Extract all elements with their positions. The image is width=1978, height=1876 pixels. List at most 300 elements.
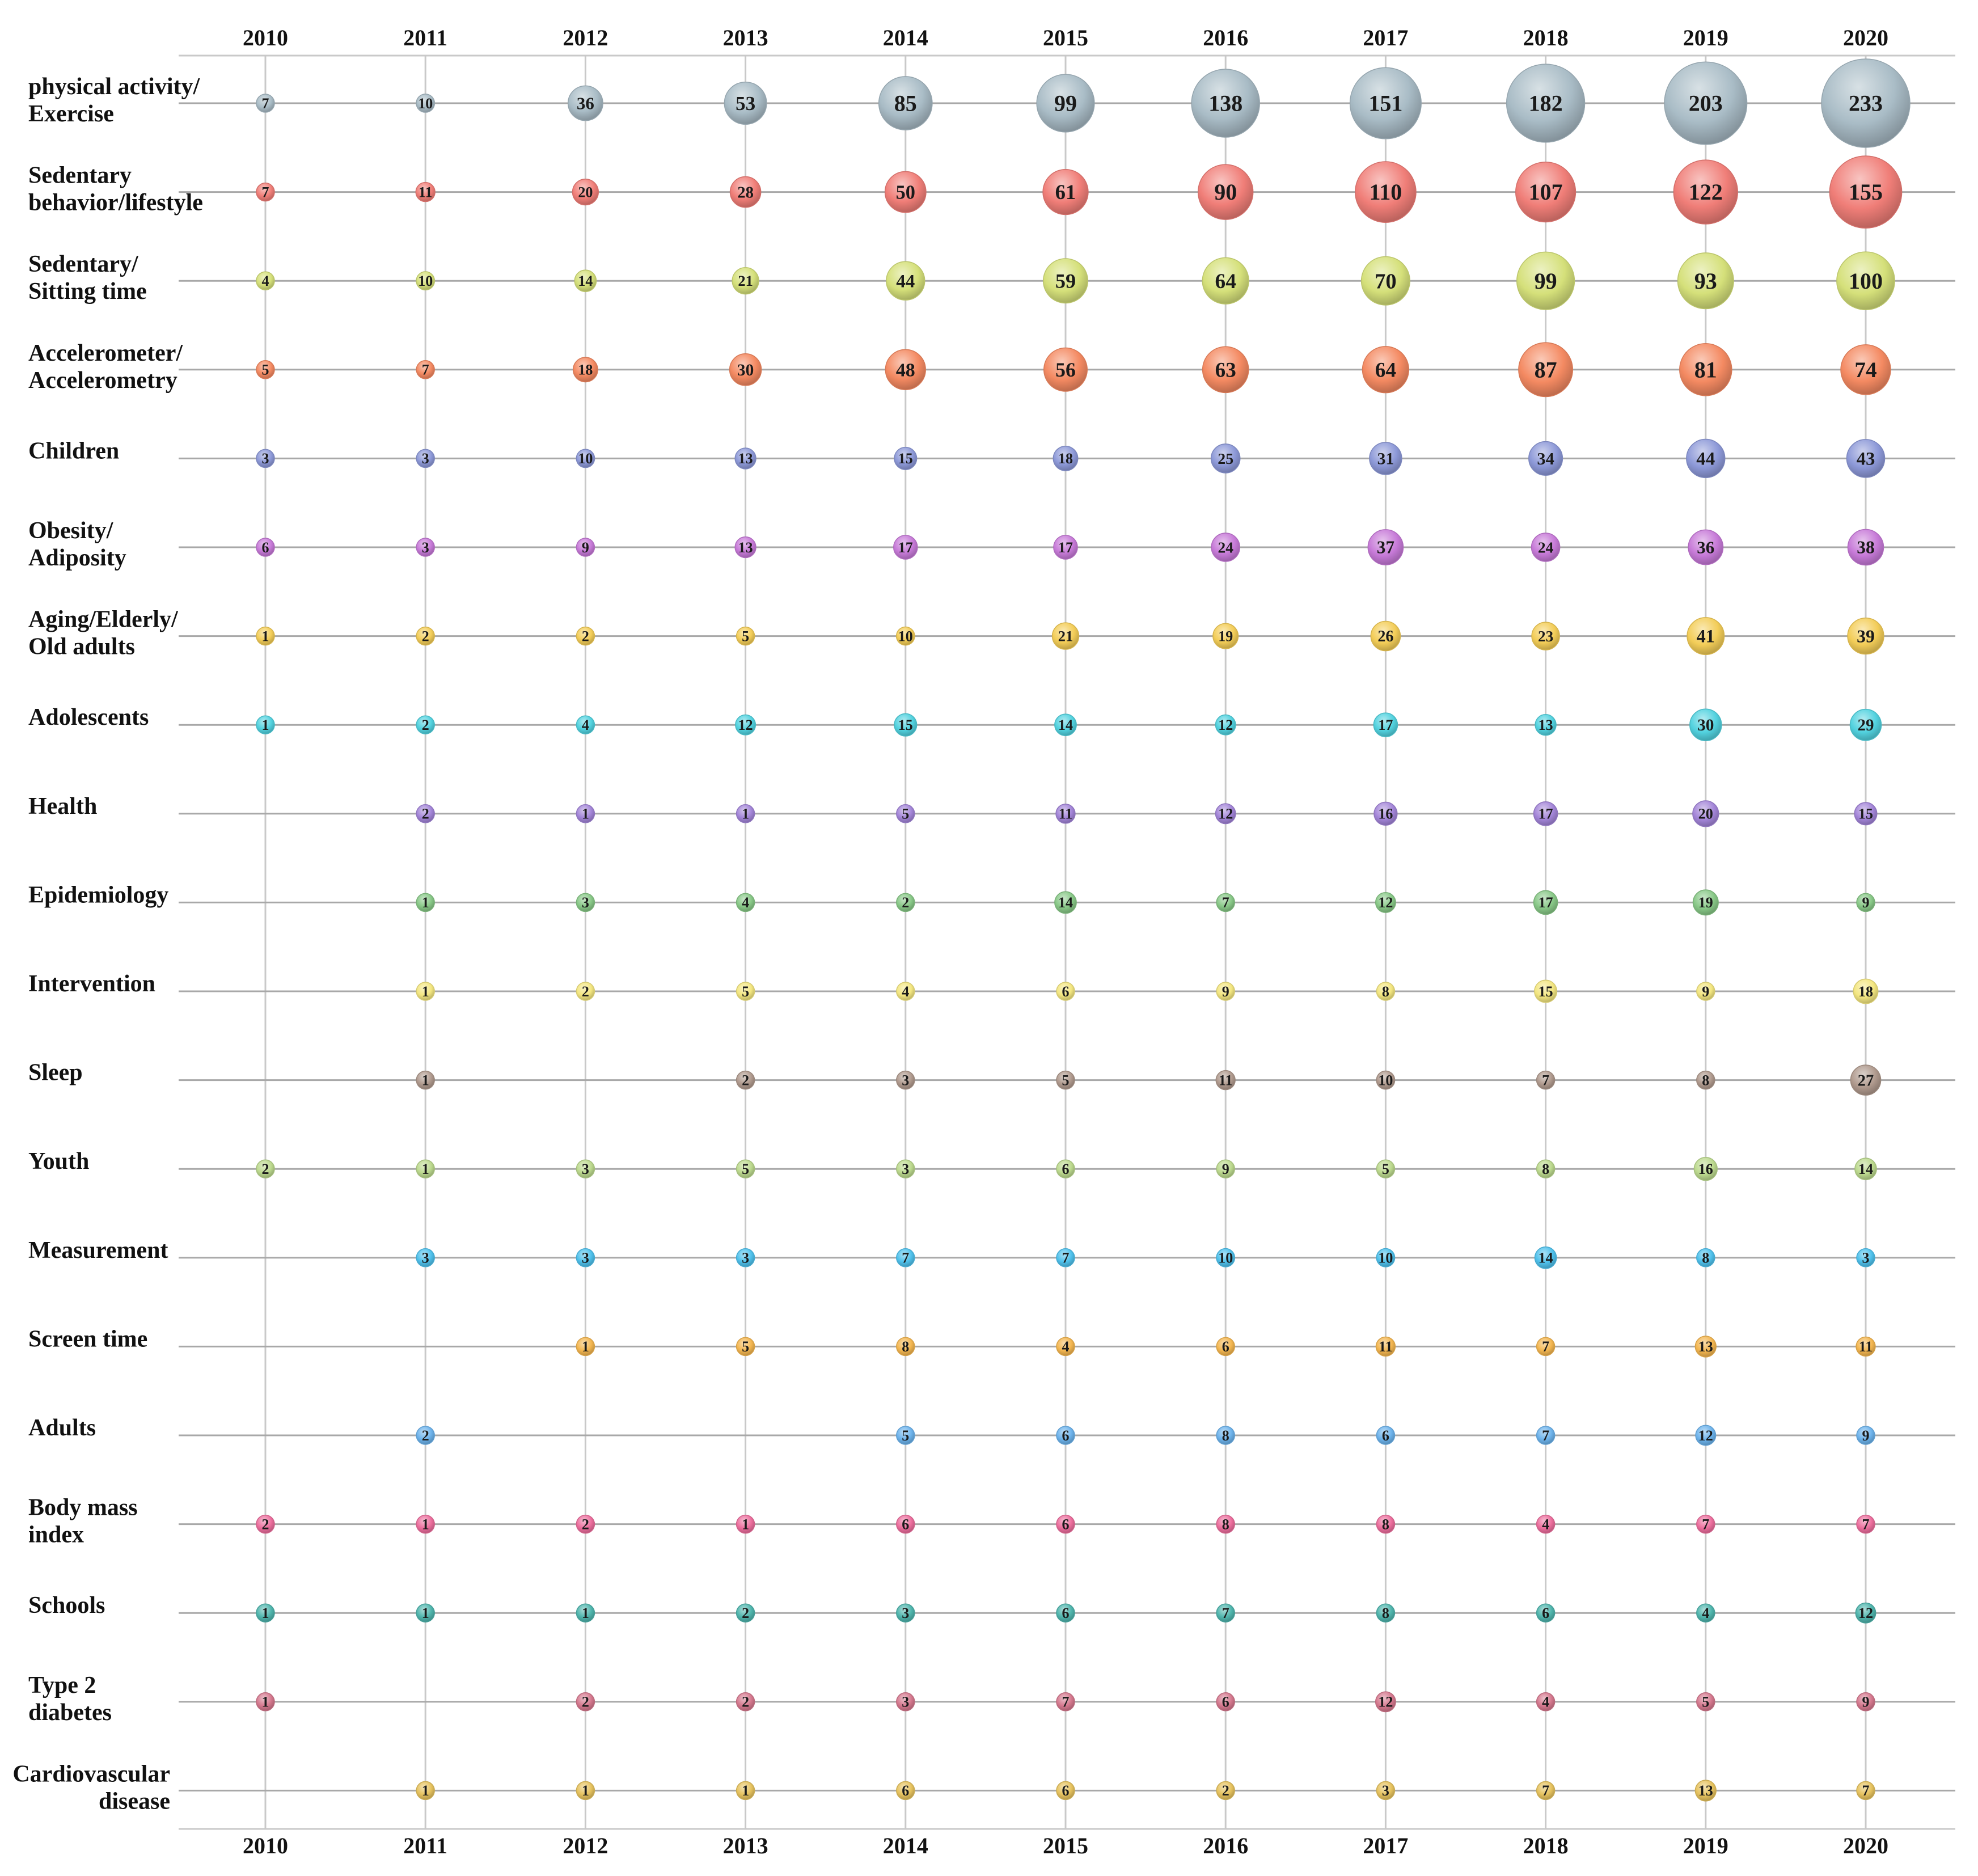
bubble-value-label: 5	[742, 628, 750, 645]
bubble	[576, 1693, 594, 1711]
row-label-line: Sleep	[28, 1059, 83, 1086]
bubble	[416, 1249, 434, 1267]
bubble	[894, 447, 917, 470]
bubble-value-label: 11	[1058, 805, 1073, 822]
bubble	[730, 177, 761, 208]
row-label	[28, 1495, 138, 1548]
bubble-value-label: 5	[742, 1338, 750, 1355]
bubble	[1376, 1160, 1394, 1178]
bubble	[1373, 713, 1397, 737]
bubble	[576, 538, 594, 556]
bubble	[576, 1604, 594, 1622]
bubble	[256, 538, 274, 556]
bubble-value-label: 8	[902, 1338, 910, 1355]
bubble	[897, 805, 915, 823]
bubble	[737, 1693, 755, 1711]
bubble-value-label: 3	[421, 1249, 429, 1266]
bubble	[1043, 259, 1088, 303]
bubble-value-label: 2	[742, 1605, 750, 1622]
bubble	[416, 1426, 434, 1444]
bubble-value-label: 15	[898, 450, 913, 467]
bubble-value-label: 50	[895, 181, 915, 204]
bubble-value-label: 43	[1856, 449, 1875, 470]
bubble-value-label: 21	[738, 272, 753, 290]
bubble-value-label: 2	[421, 1427, 429, 1444]
bubble-value-label: 7	[1542, 1338, 1550, 1355]
bubble-value-label: 14	[1538, 1249, 1553, 1266]
bubble	[416, 1781, 434, 1799]
bottom-year-tick-label: 2017	[1363, 1833, 1409, 1858]
bubble-value-label: 3	[902, 1693, 910, 1710]
bubble-value-label: 17	[898, 539, 913, 556]
bubble-value-label: 1	[581, 1605, 589, 1622]
bubble-value-label: 24	[1218, 538, 1233, 556]
bubble-value-label: 2	[261, 1516, 269, 1533]
bubble-value-label: 64	[1215, 269, 1236, 293]
bubble-value-label: 81	[1694, 357, 1717, 383]
bubble	[1537, 1515, 1555, 1533]
bubble	[897, 1781, 915, 1799]
bubble	[1363, 347, 1409, 393]
bubble-value-label: 13	[1698, 1338, 1713, 1355]
bubble-value-label: 64	[1375, 358, 1397, 382]
bubble	[1216, 1426, 1235, 1444]
bubble-value-label: 2	[421, 628, 429, 645]
bubble-value-label: 56	[1055, 358, 1076, 381]
bubble	[1056, 1249, 1075, 1267]
bubble	[1216, 1160, 1235, 1178]
bubble	[1056, 1781, 1075, 1799]
bubble	[1056, 1337, 1075, 1355]
bubble-value-label: 2	[581, 1516, 589, 1533]
bubble-value-label: 203	[1688, 90, 1723, 116]
bubble-value-label: 7	[261, 184, 269, 201]
bubble-value-label: 38	[1857, 537, 1875, 557]
bubble-value-label: 24	[1537, 538, 1554, 556]
bubble-value-label: 8	[1381, 1605, 1389, 1622]
bubble	[1371, 622, 1400, 651]
bubble	[1696, 1425, 1715, 1445]
bubble-value-label: 1	[421, 1072, 429, 1089]
bubble-value-label: 3	[421, 539, 429, 556]
bubble	[1517, 252, 1575, 310]
bubble	[256, 627, 274, 645]
bottom-year-tick-label: 2019	[1683, 1833, 1728, 1858]
bubble	[1856, 1603, 1875, 1623]
bubble-value-label: 12	[1218, 717, 1233, 734]
bubble	[1056, 804, 1075, 823]
bubble	[1535, 715, 1556, 736]
bubble	[1216, 982, 1235, 1000]
bubble	[576, 1515, 594, 1533]
bubble	[1697, 1604, 1715, 1622]
bubble	[1854, 802, 1877, 825]
bubble	[1368, 530, 1403, 565]
bubble	[1856, 1337, 1875, 1356]
bubble-value-label: 44	[1696, 449, 1715, 470]
row-label	[28, 882, 168, 908]
bubble	[574, 270, 596, 291]
bubble	[732, 268, 759, 294]
bubble-value-label: 17	[1058, 539, 1073, 556]
bubble-value-label: 90	[1214, 179, 1237, 205]
bubble	[1370, 442, 1402, 475]
bubble-value-label: 151	[1368, 90, 1403, 116]
bubble	[1529, 442, 1563, 476]
top-year-tick-label: 2018	[1523, 25, 1569, 50]
row-label	[28, 438, 119, 464]
bubble	[737, 1604, 755, 1622]
row-label-line: Cardiovascular	[12, 1761, 170, 1788]
bubble-value-label: 12	[1698, 1427, 1713, 1444]
bubble	[1376, 893, 1396, 912]
bubble-value-label: 9	[1862, 1427, 1870, 1444]
bubble	[897, 1426, 915, 1444]
bubble-value-label: 15	[1858, 805, 1873, 822]
row-label-line: Screen time	[28, 1326, 148, 1353]
bubble-value-label: 3	[421, 450, 429, 467]
bubble-value-label: 30	[1697, 716, 1714, 735]
bubble	[1693, 890, 1719, 915]
row-label	[28, 971, 155, 997]
bubble	[1846, 440, 1884, 478]
bubble	[1537, 1781, 1555, 1799]
bubble-value-label: 182	[1528, 90, 1563, 116]
bubble-value-label: 39	[1857, 626, 1875, 647]
bubble	[416, 449, 434, 467]
bubble-value-label: 110	[1369, 179, 1402, 205]
bubble-value-label: 13	[738, 539, 753, 556]
bubble	[1216, 1781, 1235, 1799]
bubble	[1837, 252, 1895, 310]
bottom-year-tick-label: 2011	[403, 1833, 448, 1858]
bottom-year-tick-label: 2014	[882, 1833, 928, 1858]
top-year-tick-label: 2010	[243, 25, 288, 50]
bubble-value-label: 6	[1062, 1782, 1070, 1799]
bubble-value-label: 26	[1377, 628, 1394, 646]
bubble	[1216, 1337, 1235, 1355]
bubble-value-label: 53	[736, 92, 756, 115]
bubble-value-label: 6	[902, 1516, 910, 1533]
bubble	[1215, 804, 1235, 823]
bubble	[1697, 1693, 1715, 1711]
bubble	[568, 86, 603, 120]
bubble	[737, 1515, 755, 1533]
row-label-line: Accelerometer/	[28, 340, 183, 366]
bubble	[1198, 164, 1253, 219]
bottom-year-tick-label: 2016	[1203, 1833, 1249, 1858]
bubble	[256, 1160, 274, 1178]
bubble	[1697, 982, 1715, 1000]
bubble	[1857, 1249, 1875, 1267]
bubble	[1056, 1604, 1075, 1622]
bubble	[1680, 344, 1732, 396]
bubble	[256, 716, 274, 734]
bubble-value-label: 2	[421, 717, 429, 734]
bubble	[256, 449, 274, 467]
bubble	[1216, 1071, 1235, 1090]
bubble	[1355, 162, 1416, 222]
bubble-value-label: 5	[1381, 1161, 1389, 1178]
bubble-value-label: 20	[1698, 805, 1713, 822]
bubble-value-label: 3	[581, 894, 589, 911]
row-label-line: Sedentary/	[28, 251, 138, 278]
bubble	[736, 715, 755, 734]
bubble	[1350, 67, 1422, 139]
bubble-value-label: 233	[1849, 90, 1883, 116]
row-label-line: Measurement	[28, 1237, 168, 1264]
bubble	[576, 1249, 594, 1267]
bubble-value-label: 2	[261, 1161, 269, 1178]
bubble	[724, 82, 766, 124]
bubble-value-label: 4	[1702, 1605, 1710, 1622]
bubble-value-label: 1	[421, 1605, 429, 1622]
bubble	[576, 893, 594, 911]
bubble-value-label: 20	[578, 184, 593, 201]
bubble	[576, 716, 594, 734]
bubble-value-label: 8	[1222, 1516, 1229, 1533]
bubble-value-label: 17	[1538, 805, 1553, 822]
bubble	[416, 1604, 434, 1622]
row-label	[28, 704, 149, 730]
bubble	[1535, 1247, 1556, 1269]
bubble	[1376, 1249, 1394, 1267]
bubble	[1216, 1693, 1235, 1711]
top-year-tick-label: 2016	[1203, 25, 1249, 50]
bubble-value-label: 41	[1696, 626, 1715, 647]
bubble-value-label: 5	[902, 1427, 910, 1444]
bubble-layer	[256, 59, 1910, 1801]
bubble	[1216, 1604, 1235, 1622]
bubble	[1694, 1157, 1717, 1181]
top-year-tick-label: 2011	[403, 25, 448, 50]
bubble	[1056, 1426, 1075, 1444]
bubble-value-label: 11	[418, 184, 433, 201]
bubble-value-label: 1	[261, 628, 269, 645]
bubble-value-label: 7	[1862, 1782, 1870, 1799]
bubble	[1537, 1693, 1555, 1711]
bubble	[1853, 979, 1878, 1003]
bubble	[1053, 446, 1077, 471]
bubble	[1056, 1071, 1075, 1089]
bubble	[737, 1337, 755, 1355]
bubble-value-label: 37	[1376, 537, 1395, 557]
bubble-value-label: 10	[578, 450, 593, 467]
bubble-value-label: 1	[261, 717, 269, 734]
bubble	[573, 357, 598, 382]
bubble	[256, 361, 274, 379]
bubble-value-label: 99	[1054, 90, 1077, 116]
row-label-line: Body mass	[28, 1494, 138, 1521]
bubble-value-label: 12	[1378, 1693, 1393, 1710]
bottom-year-tick-label: 2015	[1043, 1833, 1088, 1858]
bubble-value-label: 6	[1381, 1427, 1389, 1444]
bubble	[1697, 1515, 1715, 1533]
bubble-value-label: 6	[1062, 1427, 1070, 1444]
bubble-value-label: 70	[1375, 269, 1397, 294]
bubble	[1690, 709, 1722, 741]
bubble	[1537, 1160, 1555, 1178]
bubble-value-label: 1	[581, 805, 589, 822]
bubble	[1191, 69, 1260, 137]
bubble	[1202, 257, 1249, 304]
bubble-value-label: 13	[1538, 717, 1553, 734]
bubble	[1362, 256, 1410, 305]
bubble	[576, 982, 594, 1000]
bottom-year-tick-label: 2012	[563, 1833, 608, 1858]
row-label-line: Sedentary	[28, 162, 132, 189]
bubble-value-label: 21	[1058, 627, 1073, 645]
bubble	[886, 261, 925, 300]
bubble	[1664, 62, 1747, 145]
bubble	[897, 1693, 915, 1711]
bubble-value-label: 3	[581, 1249, 589, 1266]
row-label	[28, 607, 179, 660]
bubble-value-label: 25	[1218, 450, 1234, 468]
bubble-value-label: 12	[1218, 805, 1233, 822]
bubble-value-label: 11	[1379, 1338, 1393, 1355]
bubble-value-label: 4	[261, 273, 269, 290]
bubble-value-label: 74	[1854, 358, 1877, 383]
row-label-line: behavior/lifestyle	[28, 189, 203, 216]
bubble-value-label: 18	[1058, 450, 1073, 467]
bubble-value-label: 28	[737, 183, 754, 202]
bubble	[897, 1071, 915, 1089]
bubble-value-label: 107	[1528, 179, 1563, 205]
bubble	[897, 1515, 915, 1533]
bubble-value-label: 1	[581, 1338, 589, 1355]
bubble	[256, 272, 274, 290]
bubble	[885, 171, 926, 212]
bubble	[1211, 444, 1240, 473]
row-label-line: Sitting time	[28, 278, 147, 305]
bubble	[416, 1515, 434, 1533]
bubble-value-label: 1	[421, 1782, 429, 1799]
bubble-value-label: 100	[1849, 268, 1883, 294]
bubble	[1532, 533, 1560, 561]
bubble-value-label: 6	[1062, 1516, 1070, 1533]
bubble-value-label: 7	[1542, 1427, 1550, 1444]
top-year-tick-label: 2014	[882, 25, 928, 50]
bubble-value-label: 7	[1542, 1782, 1550, 1799]
bubble-value-label: 23	[1538, 627, 1554, 645]
bubble	[1055, 891, 1076, 913]
row-label-line: Epidemiology	[28, 882, 169, 909]
bubble-value-label: 3	[902, 1161, 910, 1178]
bubble	[1848, 530, 1884, 565]
bubble	[1855, 1158, 1876, 1180]
bubble	[576, 1160, 594, 1178]
bubble	[894, 713, 917, 736]
bubble-value-label: 2	[581, 628, 589, 645]
bubble-value-label: 99	[1534, 268, 1557, 294]
bubble-value-label: 8	[1381, 1516, 1389, 1533]
bubble	[1678, 253, 1734, 309]
bubble-value-label: 6	[1542, 1605, 1550, 1622]
bubble	[735, 448, 756, 469]
bubble-value-label: 5	[1702, 1693, 1710, 1710]
bubble	[885, 349, 925, 390]
bubble-value-label: 1	[421, 1516, 429, 1533]
bubble	[416, 893, 434, 911]
bubble	[1213, 623, 1239, 649]
row-label	[12, 1761, 170, 1814]
bubble	[1376, 1426, 1394, 1444]
bubble	[1203, 347, 1249, 392]
bubble-value-label: 3	[1381, 1782, 1389, 1799]
bubble-value-label: 9	[1222, 983, 1229, 1000]
bubble-value-label: 5	[261, 361, 269, 378]
bubble-value-label: 10	[1378, 1249, 1393, 1266]
row-label-line: Accelerometry	[28, 367, 177, 394]
bubble	[897, 1337, 915, 1355]
row-label-line: Adolescents	[28, 704, 149, 731]
bubble	[576, 805, 594, 823]
bubble	[416, 716, 434, 734]
bubble-value-label: 6	[1222, 1693, 1229, 1710]
bubble-value-label: 17	[1378, 717, 1393, 734]
bubble	[1534, 802, 1558, 826]
bubble	[1687, 440, 1725, 478]
bubble-value-label: 30	[737, 361, 754, 379]
bubble	[576, 627, 594, 645]
bubble	[416, 1160, 434, 1178]
bubble	[897, 627, 915, 645]
bubble	[1376, 1604, 1394, 1622]
bubble	[416, 982, 434, 1000]
bubble-value-label: 5	[1062, 1072, 1070, 1089]
bubble-value-label: 8	[1381, 983, 1389, 1000]
grid-layer	[179, 56, 1955, 1829]
bubble-value-label: 87	[1534, 357, 1557, 383]
bubble-value-label: 1	[421, 983, 429, 1000]
bubble-value-label: 1	[742, 1516, 750, 1533]
bubble-value-label: 4	[1062, 1338, 1070, 1355]
bubble-value-label: 8	[1702, 1072, 1710, 1089]
bubble	[1056, 1693, 1075, 1711]
bubble	[1688, 530, 1723, 564]
bubble-value-label: 14	[1858, 1161, 1873, 1178]
bubble-value-label: 18	[1858, 983, 1873, 1000]
bubble	[256, 1693, 274, 1711]
bubble-value-label: 14	[1058, 894, 1073, 911]
bubble-value-label: 1	[261, 1605, 269, 1622]
bubble	[1848, 618, 1884, 654]
bubble	[1516, 162, 1576, 222]
bubble-value-label: 7	[1702, 1516, 1710, 1533]
bubble-value-label: 11	[1858, 1338, 1873, 1355]
bubble-value-label: 36	[576, 93, 594, 113]
bubble-value-label: 48	[895, 360, 915, 381]
bubble	[1376, 1071, 1394, 1089]
bubble	[256, 1515, 274, 1533]
bubble	[1693, 801, 1719, 827]
bubble	[1056, 1515, 1075, 1533]
bubble	[1532, 622, 1559, 650]
bubble	[1044, 348, 1087, 391]
bubble-value-label: 1	[261, 1693, 269, 1710]
bubble-value-label: 7	[261, 95, 269, 112]
bubble	[737, 1249, 755, 1267]
row-label-line: Adults	[28, 1415, 96, 1441]
bubble	[416, 627, 434, 645]
bubble	[897, 1160, 915, 1178]
row-label	[28, 1326, 147, 1352]
bubble-value-label: 9	[1862, 1693, 1870, 1710]
bubble-value-label: 13	[1698, 1782, 1713, 1799]
bubble	[1534, 890, 1558, 914]
bubble	[879, 77, 932, 130]
